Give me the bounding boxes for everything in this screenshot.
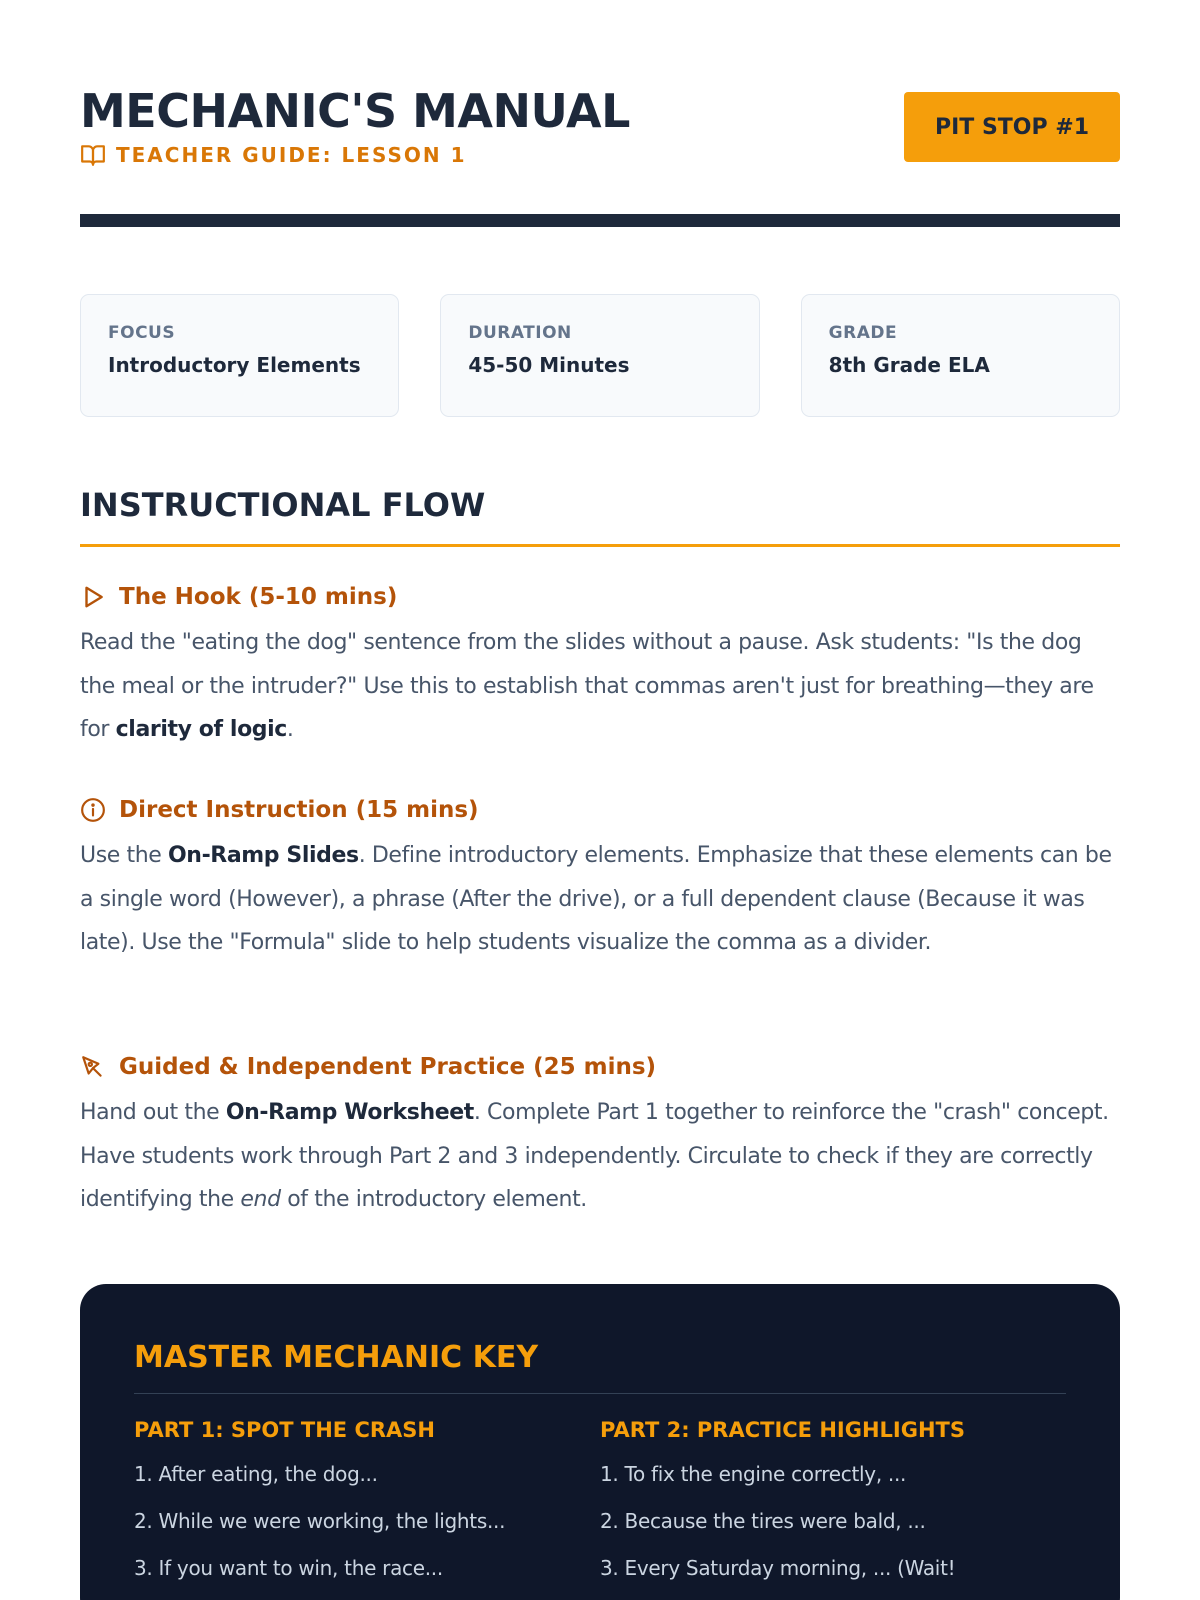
key-item: 2. While we were working, the lights... (134, 1509, 506, 1533)
text-segment: . (286, 717, 294, 742)
key-title: MASTER MECHANIC KEY (134, 1340, 539, 1375)
card-value: 45-50 Minutes (468, 353, 630, 377)
key-item: 3. Every Saturday morning, ... (Wait! (600, 1556, 956, 1580)
lesson-info-cards (80, 294, 1120, 417)
key-part-1 (134, 1418, 600, 1583)
duration-card (440, 294, 759, 417)
text-segment: of the introductory element. (280, 1187, 587, 1212)
step-title: Guided & Independent Practice (25 mins) (119, 1054, 657, 1080)
text-segment: . Complete Part 1 together to reinforce the "crash" concept. Have students work through Part 2 and 3 independently. Circulate to check if they are correctly identifying the (80, 1100, 1109, 1212)
key-item: 1. To fix the engine correctly, ... (600, 1462, 907, 1486)
key-item: 1. After eating, the dog... (134, 1462, 378, 1486)
step-text (80, 621, 1120, 752)
page-header (80, 80, 1120, 180)
text-segment: Read the "eating the dog" sentence from the slides without a pause. Ask students: "Is the dog the meal or the intruder?" Use this to establish that commas aren't just for breathing—they are for (80, 630, 1094, 742)
card-value: 8th Grade ELA (828, 353, 990, 377)
step-practice (80, 1050, 1120, 1222)
key-part-title: PART 2: PRACTICE HIGHLIGHTS (600, 1418, 965, 1442)
page-title: MECHANIC'S MANUAL (80, 84, 630, 138)
info-icon (80, 797, 106, 823)
bold-text: On-Ramp Worksheet (225, 1100, 474, 1125)
key-item: 2. Because the tires were bald, ... (600, 1509, 926, 1533)
section-title: INSTRUCTIONAL FLOW (80, 486, 486, 524)
step-text (80, 1091, 1120, 1222)
focus-card (80, 294, 399, 417)
key-divider (134, 1393, 1066, 1394)
section-divider (80, 544, 1120, 547)
grade-card (801, 294, 1120, 417)
pit-stop-badge: PIT STOP #1 (904, 92, 1120, 162)
subtitle-text: TEACHER GUIDE: LESSON 1 (116, 143, 467, 167)
card-label: FOCUS (108, 323, 176, 343)
step-direct-instruction (80, 793, 1120, 965)
step-text (80, 834, 1120, 965)
card-label: GRADE (828, 323, 898, 343)
key-part-title: PART 1: SPOT THE CRASH (134, 1418, 435, 1442)
key-part-2 (600, 1418, 1066, 1583)
pencil-icon (80, 1054, 106, 1080)
book-icon (80, 142, 106, 168)
step-heading (80, 580, 1120, 614)
answer-key-panel (80, 1284, 1120, 1600)
key-item: 3. If you want to win, the race... (134, 1556, 443, 1580)
text-segment: Use the (80, 843, 168, 868)
text-segment: . Define introductory elements. Emphasize that these elements can be a single word (However), a phrase (After the drive), or a full dependent clause (Because it was late). Use the "Formula" slide to help students visualize the comma as a divider. (80, 843, 1112, 955)
step-title: The Hook (5-10 mins) (119, 584, 398, 610)
text-segment: Hand out the (80, 1100, 226, 1125)
step-heading (80, 1050, 1120, 1084)
header-divider (80, 214, 1120, 227)
card-value: Introductory Elements (108, 353, 361, 377)
card-label: DURATION (468, 323, 572, 343)
key-columns (134, 1418, 1066, 1583)
step-title: Direct Instruction (15 mins) (119, 797, 479, 823)
step-heading (80, 793, 1120, 827)
play-icon (80, 584, 106, 610)
italic-text: end (240, 1187, 281, 1212)
bold-text: clarity of logic (115, 717, 287, 742)
lesson-subtitle (80, 142, 466, 168)
bold-text: On-Ramp Slides (168, 843, 359, 868)
step-hook (80, 580, 1120, 752)
